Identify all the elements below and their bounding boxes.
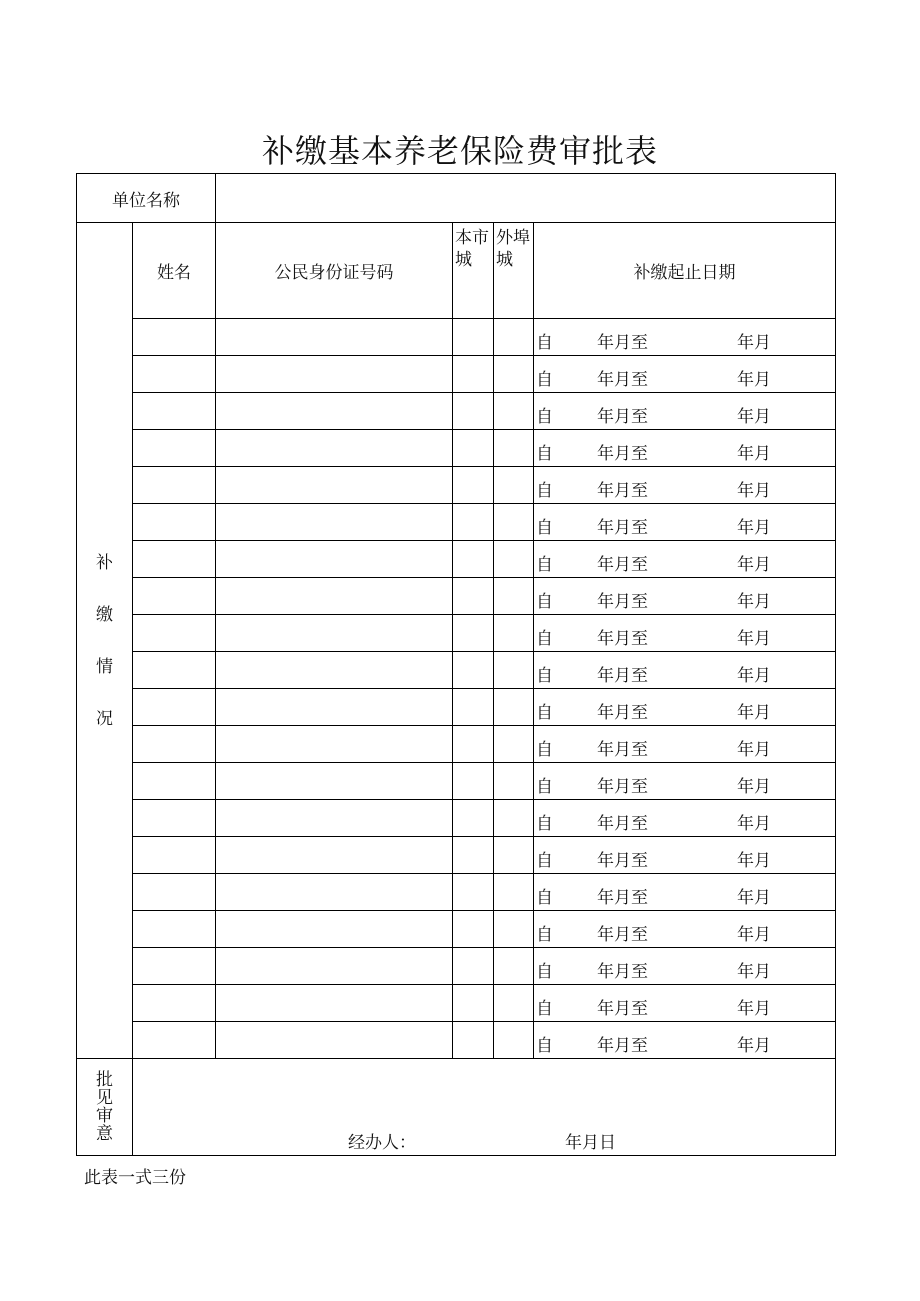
unit-name-field[interactable]	[216, 174, 836, 223]
period-field[interactable]	[534, 356, 836, 393]
period-mid-label: 年月至	[597, 518, 648, 538]
local-field[interactable]	[453, 837, 494, 874]
id-number-field[interactable]	[216, 541, 453, 578]
period-from-label: 自	[536, 851, 553, 871]
period-end-label: 年月	[737, 740, 771, 760]
period-mid-label: 年月至	[597, 333, 648, 353]
period-from-label: 自	[536, 962, 553, 982]
table-row	[77, 504, 836, 541]
table-row	[77, 689, 836, 726]
table-row	[77, 985, 836, 1022]
table-row	[77, 800, 836, 837]
period-end-label: 年月	[737, 814, 771, 834]
table-row	[77, 911, 836, 948]
outside-field[interactable]	[494, 393, 534, 430]
period-end-label: 年月	[737, 555, 771, 575]
outside-field[interactable]	[494, 504, 534, 541]
period-from-label: 自	[536, 703, 553, 723]
id-number-field[interactable]	[216, 837, 453, 874]
local-field[interactable]	[453, 1022, 494, 1059]
unit-name-label: 单位名称	[77, 174, 216, 223]
period-from-label: 自	[536, 333, 553, 353]
name-field[interactable]	[133, 319, 216, 356]
local-field[interactable]	[453, 985, 494, 1022]
approval-row	[77, 1059, 836, 1156]
name-field[interactable]	[133, 800, 216, 837]
column-header-row	[77, 223, 836, 319]
outside-field[interactable]	[494, 985, 534, 1022]
period-field[interactable]	[534, 837, 836, 874]
outside-field[interactable]	[494, 430, 534, 467]
header-local-line1: 本市	[455, 228, 489, 248]
period-mid-label: 年月至	[597, 999, 648, 1019]
outside-field[interactable]	[494, 578, 534, 615]
period-end-label: 年月	[737, 592, 771, 612]
period-from-label: 自	[536, 814, 553, 834]
period-end-label: 年月	[737, 444, 771, 464]
period-mid-label: 年月至	[597, 666, 648, 686]
local-field[interactable]	[453, 726, 494, 763]
period-end-label: 年月	[737, 703, 771, 723]
header-local-line2: 城	[455, 250, 472, 270]
local-field[interactable]	[453, 800, 494, 837]
id-number-field[interactable]	[216, 393, 453, 430]
period-end-label: 年月	[737, 666, 771, 686]
id-number-field[interactable]	[216, 1022, 453, 1059]
name-field[interactable]	[133, 1022, 216, 1059]
id-number-field[interactable]	[216, 430, 453, 467]
id-number-field[interactable]	[216, 356, 453, 393]
name-field[interactable]	[133, 615, 216, 652]
id-number-field[interactable]	[216, 578, 453, 615]
period-from-label: 自	[536, 592, 553, 612]
local-field[interactable]	[453, 541, 494, 578]
approval-char: 审	[96, 1106, 113, 1126]
period-field[interactable]	[534, 430, 836, 467]
outside-field[interactable]	[494, 467, 534, 504]
outside-field[interactable]	[494, 541, 534, 578]
period-mid-label: 年月至	[597, 888, 648, 908]
table-row	[77, 1022, 836, 1059]
period-end-label: 年月	[737, 777, 771, 797]
period-field[interactable]	[534, 689, 836, 726]
period-field[interactable]	[534, 948, 836, 985]
period-from-label: 自	[536, 629, 553, 649]
period-mid-label: 年月至	[597, 1036, 648, 1056]
period-from-label: 自	[536, 481, 553, 501]
approval-opinion-field[interactable]	[133, 1059, 836, 1156]
id-number-field[interactable]	[216, 504, 453, 541]
section-char: 情	[96, 656, 113, 677]
period-from-label: 自	[536, 555, 553, 575]
table-row	[77, 948, 836, 985]
period-mid-label: 年月至	[597, 777, 648, 797]
period-field[interactable]	[534, 578, 836, 615]
period-from-label: 自	[536, 888, 553, 908]
outside-field[interactable]	[494, 948, 534, 985]
period-from-label: 自	[536, 740, 553, 760]
local-field[interactable]	[453, 467, 494, 504]
section-char: 况	[96, 708, 113, 729]
id-number-field[interactable]	[216, 467, 453, 504]
period-from-label: 自	[536, 777, 553, 797]
name-field[interactable]	[133, 541, 216, 578]
table-row	[77, 393, 836, 430]
header-name: 姓名	[133, 223, 216, 319]
period-mid-label: 年月至	[597, 703, 648, 723]
id-number-field[interactable]	[216, 689, 453, 726]
period-from-label: 自	[536, 1036, 553, 1056]
header-outside	[494, 223, 534, 319]
section-char: 缴	[96, 604, 113, 625]
table-row	[77, 652, 836, 689]
period-end-label: 年月	[737, 407, 771, 427]
name-field[interactable]	[133, 652, 216, 689]
header-period: 补缴起止日期	[534, 223, 836, 319]
period-field[interactable]	[534, 1022, 836, 1059]
header-local	[453, 223, 494, 319]
outside-field[interactable]	[494, 726, 534, 763]
period-mid-label: 年月至	[597, 370, 648, 390]
table-row	[77, 726, 836, 763]
local-field[interactable]	[453, 615, 494, 652]
local-field[interactable]	[453, 652, 494, 689]
period-from-label: 自	[536, 518, 553, 538]
table-row	[77, 467, 836, 504]
period-field[interactable]	[534, 393, 836, 430]
period-field[interactable]	[534, 319, 836, 356]
outside-field[interactable]	[494, 763, 534, 800]
period-end-label: 年月	[737, 481, 771, 501]
period-end-label: 年月	[737, 962, 771, 982]
approval-date-label: 年月日	[565, 1133, 616, 1153]
period-from-label: 自	[536, 444, 553, 464]
local-field[interactable]	[453, 578, 494, 615]
name-field[interactable]	[133, 393, 216, 430]
table-row	[77, 541, 836, 578]
period-mid-label: 年月至	[597, 925, 648, 945]
period-end-label: 年月	[737, 629, 771, 649]
period-from-label: 自	[536, 999, 553, 1019]
name-field[interactable]	[133, 504, 216, 541]
period-mid-label: 年月至	[597, 851, 648, 871]
id-number-field[interactable]	[216, 874, 453, 911]
id-number-field[interactable]	[216, 800, 453, 837]
table-row	[77, 319, 836, 356]
table-row	[77, 837, 836, 874]
name-field[interactable]	[133, 985, 216, 1022]
name-field[interactable]	[133, 430, 216, 467]
handler-label: 经办人：	[348, 1133, 416, 1153]
name-field[interactable]	[133, 356, 216, 393]
period-field[interactable]	[534, 985, 836, 1022]
local-field[interactable]	[453, 948, 494, 985]
outside-field[interactable]	[494, 837, 534, 874]
period-mid-label: 年月至	[597, 814, 648, 834]
id-number-field[interactable]	[216, 763, 453, 800]
section-label-supplement	[77, 223, 133, 1059]
period-field[interactable]	[534, 726, 836, 763]
period-mid-label: 年月至	[597, 740, 648, 760]
name-field[interactable]	[133, 689, 216, 726]
table-row	[77, 615, 836, 652]
name-field[interactable]	[133, 837, 216, 874]
outside-field[interactable]	[494, 874, 534, 911]
period-field[interactable]	[534, 800, 836, 837]
name-field[interactable]	[133, 726, 216, 763]
header-outside-line1: 外埠	[496, 228, 530, 248]
header-id-number: 公民身份证号码	[216, 223, 453, 319]
period-end-label: 年月	[737, 851, 771, 871]
period-mid-label: 年月至	[597, 592, 648, 612]
local-field[interactable]	[453, 874, 494, 911]
approval-char: 批	[96, 1070, 113, 1090]
period-end-label: 年月	[737, 1036, 771, 1056]
name-field[interactable]	[133, 911, 216, 948]
outside-field[interactable]	[494, 319, 534, 356]
name-field[interactable]	[133, 948, 216, 985]
id-number-field[interactable]	[216, 985, 453, 1022]
form-title: 补缴基本养老保险费审批表	[261, 132, 658, 170]
period-field[interactable]	[534, 615, 836, 652]
period-end-label: 年月	[737, 999, 771, 1019]
period-field[interactable]	[534, 652, 836, 689]
id-number-field[interactable]	[216, 948, 453, 985]
id-number-field[interactable]	[216, 615, 453, 652]
period-field[interactable]	[534, 874, 836, 911]
unit-row	[77, 174, 836, 223]
local-field[interactable]	[453, 393, 494, 430]
table-row	[77, 763, 836, 800]
period-mid-label: 年月至	[597, 407, 648, 427]
name-field[interactable]	[133, 874, 216, 911]
local-field[interactable]	[453, 689, 494, 726]
approval-char: 意	[96, 1124, 113, 1144]
local-field[interactable]	[453, 504, 494, 541]
period-end-label: 年月	[737, 925, 771, 945]
approval-form-table	[76, 173, 836, 1156]
period-from-label: 自	[536, 925, 553, 945]
name-field[interactable]	[133, 467, 216, 504]
local-field[interactable]	[453, 319, 494, 356]
local-field[interactable]	[453, 430, 494, 467]
table-row	[77, 578, 836, 615]
local-field[interactable]	[453, 356, 494, 393]
table-row	[77, 430, 836, 467]
id-number-field[interactable]	[216, 726, 453, 763]
outside-field[interactable]	[494, 356, 534, 393]
name-field[interactable]	[133, 578, 216, 615]
local-field[interactable]	[453, 763, 494, 800]
period-mid-label: 年月至	[597, 481, 648, 501]
period-field[interactable]	[534, 911, 836, 948]
period-mid-label: 年月至	[597, 629, 648, 649]
footnote: 此表一式三份	[84, 1168, 186, 1188]
approval-opinion-label	[77, 1059, 133, 1156]
outside-field[interactable]	[494, 652, 534, 689]
period-end-label: 年月	[737, 518, 771, 538]
outside-field[interactable]	[494, 800, 534, 837]
approval-char: 见	[96, 1088, 113, 1108]
period-mid-label: 年月至	[597, 444, 648, 464]
period-mid-label: 年月至	[597, 555, 648, 575]
period-field[interactable]	[534, 467, 836, 504]
outside-field[interactable]	[494, 615, 534, 652]
table-row	[77, 356, 836, 393]
period-end-label: 年月	[737, 888, 771, 908]
outside-field[interactable]	[494, 911, 534, 948]
period-from-label: 自	[536, 407, 553, 427]
id-number-field[interactable]	[216, 652, 453, 689]
period-end-label: 年月	[737, 370, 771, 390]
period-mid-label: 年月至	[597, 962, 648, 982]
period-from-label: 自	[536, 666, 553, 686]
period-end-label: 年月	[737, 333, 771, 353]
header-outside-line2: 城	[496, 250, 513, 270]
table-row	[77, 874, 836, 911]
id-number-field[interactable]	[216, 911, 453, 948]
period-field[interactable]	[534, 541, 836, 578]
name-field[interactable]	[133, 763, 216, 800]
period-from-label: 自	[536, 370, 553, 390]
period-field[interactable]	[534, 763, 836, 800]
outside-field[interactable]	[494, 1022, 534, 1059]
section-char: 补	[96, 552, 113, 573]
id-number-field[interactable]	[216, 319, 453, 356]
local-field[interactable]	[453, 911, 494, 948]
period-field[interactable]	[534, 504, 836, 541]
outside-field[interactable]	[494, 689, 534, 726]
